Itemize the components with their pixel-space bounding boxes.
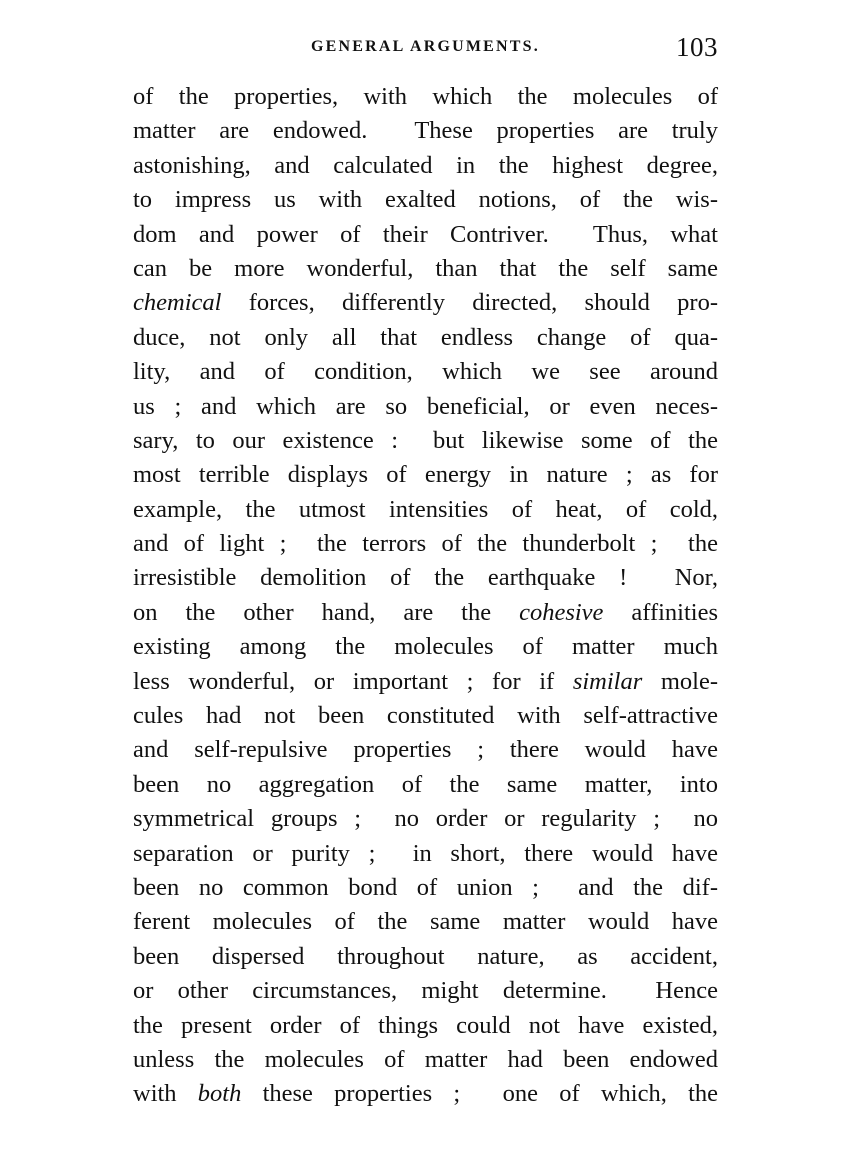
- text-line: [133, 561, 718, 595]
- text-segment: affinities: [603, 598, 719, 626]
- text-segment: irresistible demolition of the earthquake ! Nor,: [133, 564, 718, 592]
- text-segment: the present order of things could not have existed,: [133, 1011, 718, 1039]
- text-line: [133, 768, 718, 802]
- text-segment: of the properties, with which the molecules of: [133, 83, 718, 110]
- text-line: [133, 1077, 718, 1111]
- text-segment: or other circumstances, might determine. Hence: [133, 977, 718, 1005]
- text-segment: been no aggregation of the same matter, into: [133, 770, 718, 798]
- text-line: [133, 458, 718, 492]
- text-segment: sary, to our existence : but likewise some of the: [133, 426, 718, 454]
- body-text: [133, 80, 718, 1112]
- text-line: [133, 114, 718, 148]
- text-line: [133, 286, 718, 320]
- text-segment: duce, not only all that endless change of qua-: [133, 323, 718, 351]
- italic-word: chemical: [133, 289, 222, 317]
- text-segment: us ; and which are so beneficial, or even neces-: [133, 392, 718, 420]
- text-line: [133, 218, 718, 252]
- text-line: [133, 665, 718, 699]
- text-line: [133, 733, 718, 767]
- italic-word: cohesive: [519, 598, 604, 626]
- text-segment: been dispersed throughout nature, as accident,: [133, 942, 718, 970]
- text-line: [133, 252, 718, 286]
- text-line: [133, 493, 718, 527]
- italic-word: both: [197, 1080, 242, 1108]
- text-line: [133, 974, 718, 1008]
- text-segment: with: [133, 1080, 198, 1108]
- text-segment: example, the utmost intensities of heat, of cold,: [133, 495, 718, 523]
- running-title: GENERAL ARGUMENTS.: [311, 38, 540, 55]
- text-segment: to impress us with exalted notions, of the wis-: [133, 186, 718, 214]
- text-segment: separation or purity ; in short, there would have: [133, 839, 718, 867]
- text-line: [133, 355, 718, 389]
- text-line: [133, 699, 718, 733]
- text-line: [133, 390, 718, 424]
- text-segment: cules had not been constituted with self-attractive: [133, 702, 718, 730]
- text-segment: forces, differently directed, should pro-: [221, 289, 718, 317]
- text-line: [133, 1043, 718, 1077]
- text-segment: less wonderful, or important ; for if: [133, 667, 573, 695]
- text-line: [133, 80, 718, 114]
- text-segment: symmetrical groups ; no order or regularity ; no: [133, 805, 718, 833]
- text-line: [133, 527, 718, 561]
- text-segment: matter are endowed. These properties are truly: [133, 117, 718, 145]
- text-line: [133, 837, 718, 871]
- text-segment: existing among the molecules of matter much: [133, 633, 718, 661]
- text-segment: and of light ; the terrors of the thunderbolt ; the: [133, 530, 718, 558]
- text-segment: and self-repulsive properties ; there would have: [133, 736, 718, 764]
- text-line: [133, 183, 718, 217]
- text-segment: unless the molecules of matter had been endowed: [133, 1045, 718, 1073]
- text-segment: can be more wonderful, than that the self same: [133, 254, 718, 282]
- text-segment: lity, and of condition, which we see around: [133, 358, 718, 386]
- text-segment: astonishing, and calculated in the highest degree,: [133, 151, 718, 179]
- text-line: [133, 802, 718, 836]
- text-line: [133, 321, 718, 355]
- text-segment: these properties ; one of which, the: [241, 1080, 719, 1108]
- text-segment: ferent molecules of the same matter would have: [133, 908, 718, 936]
- text-segment: most terrible displays of energy in nature ; as for: [133, 461, 718, 489]
- italic-word: similar: [572, 667, 643, 695]
- text-segment: mole-: [642, 667, 719, 695]
- text-line: [133, 940, 718, 974]
- text-line: [133, 871, 718, 905]
- text-line: [133, 905, 718, 939]
- text-line: [133, 630, 718, 664]
- text-line: [133, 149, 718, 183]
- text-line: [133, 1009, 718, 1043]
- text-segment: been no common bond of union ; and the dif-: [133, 873, 718, 901]
- text-line: [133, 596, 718, 630]
- running-head: [133, 32, 718, 66]
- text-segment: dom and power of their Contriver. Thus, what: [133, 220, 718, 248]
- page-number: 103: [676, 32, 718, 62]
- text-segment: on the other hand, are the: [133, 598, 520, 626]
- text-line: [133, 424, 718, 458]
